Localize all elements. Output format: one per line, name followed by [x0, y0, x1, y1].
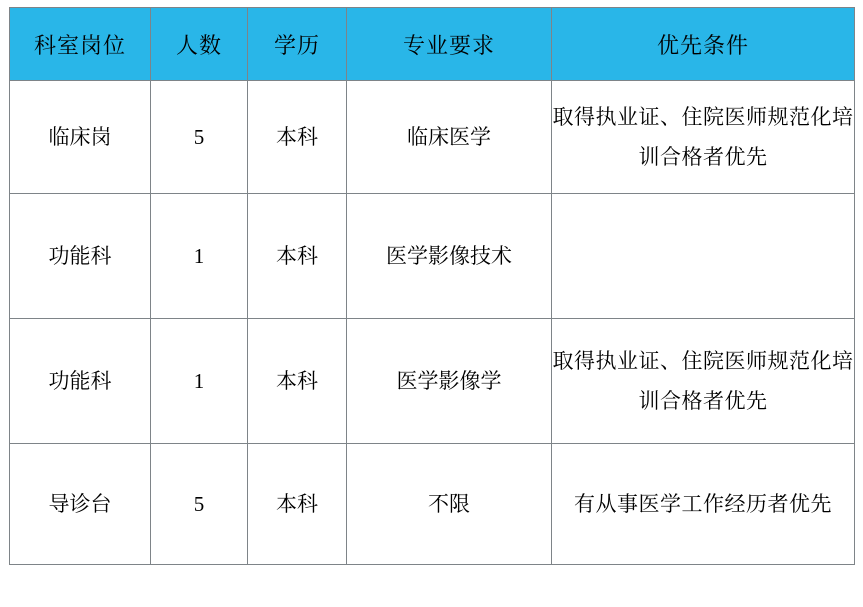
column-header-department: 科室岗位	[10, 8, 151, 81]
cell-education: 本科	[248, 444, 347, 565]
recruitment-table	[9, 7, 855, 565]
cell-preference: 取得执业证、住院医师规范化培训合格者优先	[552, 319, 855, 444]
cell-preference	[552, 194, 855, 319]
cell-count: 1	[151, 319, 248, 444]
table-header	[10, 8, 855, 81]
table-header-row	[10, 8, 855, 81]
cell-department: 导诊台	[10, 444, 151, 565]
cell-count: 5	[151, 81, 248, 194]
column-header-count: 人数	[151, 8, 248, 81]
cell-count: 5	[151, 444, 248, 565]
cell-department: 临床岗	[10, 81, 151, 194]
table-body	[10, 81, 855, 565]
cell-count: 1	[151, 194, 248, 319]
cell-education: 本科	[248, 194, 347, 319]
column-header-major: 专业要求	[347, 8, 552, 81]
cell-education: 本科	[248, 81, 347, 194]
table-row	[10, 444, 855, 565]
column-header-education: 学历	[248, 8, 347, 81]
table-row	[10, 194, 855, 319]
cell-department: 功能科	[10, 319, 151, 444]
cell-preference: 有从事医学工作经历者优先	[552, 444, 855, 565]
cell-education: 本科	[248, 319, 347, 444]
table-row	[10, 319, 855, 444]
cell-major: 临床医学	[347, 81, 552, 194]
column-header-preference: 优先条件	[552, 8, 855, 81]
cell-preference: 取得执业证、住院医师规范化培训合格者优先	[552, 81, 855, 194]
cell-major: 医学影像技术	[347, 194, 552, 319]
document-page	[0, 7, 863, 607]
cell-major: 不限	[347, 444, 552, 565]
cell-major: 医学影像学	[347, 319, 552, 444]
table-row	[10, 81, 855, 194]
cell-department: 功能科	[10, 194, 151, 319]
